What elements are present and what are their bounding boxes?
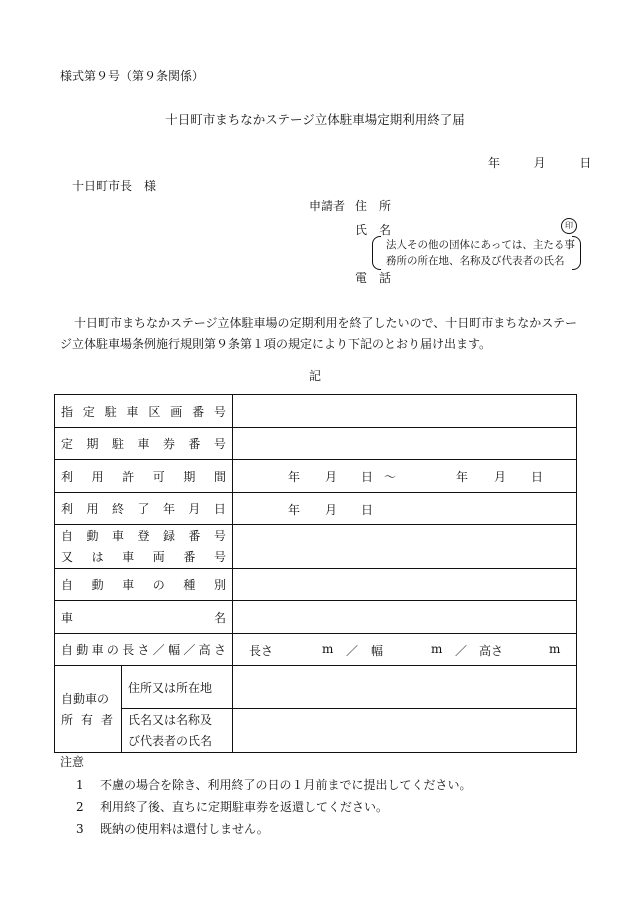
vehicle-name-char-2: 名 — [213, 610, 226, 625]
label-char: 自 — [61, 528, 74, 543]
label-char: 有 — [80, 712, 93, 727]
end-date-year: 年 — [288, 502, 301, 517]
label-char: 区 — [148, 404, 161, 419]
note-item — [76, 776, 472, 793]
label-char: 両 — [152, 549, 165, 564]
owner-label-1: 自動車の — [61, 691, 110, 706]
label-char: 車 — [122, 549, 135, 564]
label-char: 自 — [61, 643, 74, 657]
label-char: ／ — [152, 643, 165, 657]
body-paragraph: 十日町市まちなかステージ立体駐車場の定期利用を終了したいので、十日町市まちなかステージ立体駐車場条例施行規則第９条第１項の規定により下記のとおり届け出ます。 — [60, 316, 578, 351]
period-start-day: 日 — [361, 470, 374, 484]
label-char: の — [152, 578, 165, 592]
form-table — [54, 394, 577, 753]
period-end-day: 日 — [531, 470, 544, 484]
applicant-label: 申請者 — [309, 199, 346, 213]
date-day: 日 — [579, 156, 592, 170]
height-label: 高さ — [479, 643, 504, 658]
label-char: 用 — [86, 502, 99, 516]
period-tilde: ～ — [384, 470, 397, 484]
dim-slash-1: ／ — [346, 643, 359, 658]
label-char: 利 — [61, 502, 74, 516]
label-char: 号 — [213, 528, 226, 543]
row-label-end-date — [61, 500, 226, 517]
table-row — [55, 666, 577, 709]
document-title: 十日町市まちなかステージ立体駐車場定期利用終了届 — [165, 112, 465, 127]
corporate-note-line1: 法人その他の団体にあっては、主たる事 — [386, 239, 575, 251]
label-char: 号 — [213, 437, 226, 451]
label-char: 車 — [122, 578, 135, 592]
label-char: 動 — [91, 578, 104, 592]
label-char: 駐 — [111, 437, 124, 451]
owner-name-label-2: び代表者の氏名 — [128, 733, 213, 748]
length-label: 長さ — [249, 643, 274, 658]
label-cell — [55, 569, 233, 601]
label-cell — [55, 493, 233, 525]
table-row — [55, 601, 577, 634]
row-label-registration-1 — [61, 526, 226, 547]
row-label-registration-2 — [61, 547, 226, 568]
row-label-ticket-number — [61, 435, 226, 452]
vehicle-type-field[interactable] — [233, 569, 577, 601]
dim-slash-2: ／ — [455, 643, 468, 658]
owner-name-label-cell — [122, 709, 233, 753]
dimensions-field[interactable] — [233, 634, 577, 666]
permit-period-field[interactable] — [233, 460, 577, 493]
end-date-month: 月 — [325, 502, 338, 517]
label-cell — [55, 525, 233, 569]
label-char: 番 — [188, 528, 201, 543]
label-char: 間 — [213, 469, 226, 484]
label-char: 長 — [122, 643, 135, 657]
parking-space-field[interactable] — [233, 395, 577, 428]
label-char: 番 — [183, 549, 196, 564]
row-label-parking-space — [61, 403, 226, 420]
tel-label: 電 話 — [355, 271, 392, 285]
label-char: 別 — [213, 578, 226, 592]
label-char: 車 — [111, 528, 124, 543]
owner-name-field[interactable] — [233, 709, 577, 753]
end-date-field[interactable] — [233, 493, 577, 525]
addressee: 十日町市長 様 — [72, 179, 157, 193]
period-start-month: 月 — [325, 470, 338, 484]
label-char: 所 — [61, 712, 74, 727]
label-cell — [55, 601, 233, 634]
period-end-year: 年 — [456, 470, 469, 484]
date-month: 月 — [533, 156, 546, 170]
label-cell — [55, 634, 233, 666]
owner-label-2 — [61, 710, 113, 731]
seal-mark: 印 — [561, 218, 577, 234]
row-label-vehicle-type — [61, 576, 226, 593]
table-row — [55, 428, 577, 460]
row-label-permit-period — [61, 468, 226, 485]
row-label-dimensions — [61, 641, 226, 658]
name-label: 氏 名 — [355, 223, 392, 237]
label-char: 定 — [82, 404, 95, 419]
registration-number-field[interactable] — [233, 525, 577, 569]
label-char: は — [91, 549, 104, 564]
label-char: 登 — [137, 528, 150, 543]
note-item — [76, 820, 269, 837]
date-year: 年 — [488, 156, 501, 170]
table-row — [55, 493, 577, 525]
width-label: 幅 — [371, 643, 384, 658]
label-cell — [55, 460, 233, 493]
width-unit: m — [431, 641, 443, 656]
note-number: 2 — [76, 800, 84, 814]
label-char: 種 — [183, 578, 196, 592]
note-number: 1 — [76, 778, 84, 792]
label-char: 定 — [61, 437, 74, 451]
label-char: 期 — [183, 469, 196, 484]
corporate-note-line2: 務所の所在地、名称及び代表者の氏名 — [386, 255, 565, 267]
label-char: 者 — [100, 712, 113, 727]
note-bracket-left — [372, 236, 381, 270]
note-text: 利用終了後、直ちに定期駐車券を返還してください。 — [100, 800, 389, 814]
label-char: 月 — [188, 502, 201, 516]
label-char: 幅 — [168, 643, 181, 657]
label-char: ／ — [183, 643, 196, 657]
owner-label-cell — [55, 666, 122, 753]
label-char: 期 — [86, 437, 99, 451]
address-label: 住 所 — [355, 199, 392, 213]
label-char: 終 — [111, 502, 124, 516]
label-char: 画 — [170, 404, 183, 419]
owner-address-label: 住所又は所在地 — [128, 680, 213, 695]
owner-name-label-1: 氏名又は名称及 — [128, 712, 213, 727]
height-unit: m — [549, 641, 561, 656]
ticket-number-field[interactable] — [233, 428, 577, 460]
label-char: 車 — [137, 437, 150, 451]
table-row — [55, 569, 577, 601]
label-char: さ — [137, 643, 150, 657]
vehicle-name-field[interactable] — [233, 601, 577, 634]
label-char: さ — [213, 643, 226, 657]
label-char: 券 — [162, 437, 175, 451]
table-row — [55, 634, 577, 666]
owner-address-field[interactable] — [233, 666, 577, 709]
end-date-day: 日 — [361, 502, 374, 517]
table-row — [55, 460, 577, 493]
label-char: 年 — [162, 502, 175, 516]
note-text: 既納の使用料は還付しません。 — [100, 822, 269, 836]
label-char: の — [106, 643, 119, 657]
label-char: 可 — [152, 469, 165, 484]
label-char: 了 — [137, 502, 150, 516]
label-char: 許 — [122, 469, 135, 484]
label-char: 号 — [213, 549, 226, 564]
label-char: 録 — [162, 528, 175, 543]
label-char: 車 — [126, 404, 139, 419]
row-label-vehicle-name — [61, 609, 226, 626]
notes-heading: 注意 — [60, 755, 85, 769]
label-char: 動 — [76, 643, 89, 657]
label-char: 用 — [91, 469, 104, 484]
label-char: 高 — [198, 643, 211, 657]
label-char: 又 — [61, 549, 74, 564]
label-char: 番 — [188, 437, 201, 451]
table-row — [55, 709, 577, 753]
label-char: 駐 — [104, 404, 117, 419]
label-char: 利 — [61, 469, 74, 484]
form-number: 様式第９号（第９条関係） — [60, 69, 205, 83]
ki-heading: 記 — [308, 369, 321, 383]
label-char: 指 — [61, 404, 74, 419]
note-text: 不慮の場合を除き、利用終了の日の１月前までに提出してください。 — [100, 778, 472, 792]
period-end-month: 月 — [494, 470, 507, 484]
table-row — [55, 525, 577, 569]
label-char: 号 — [213, 404, 226, 419]
label-char: 番 — [192, 404, 205, 419]
table-row — [55, 395, 577, 428]
label-char: 車 — [91, 643, 104, 657]
note-item — [76, 798, 388, 815]
length-unit: m — [322, 641, 334, 656]
label-cell — [55, 395, 233, 428]
label-char: 自 — [61, 578, 74, 592]
vehicle-name-char-1: 車 — [61, 610, 74, 625]
label-cell — [55, 428, 233, 460]
label-char: 動 — [86, 528, 99, 543]
period-start-year: 年 — [288, 470, 301, 484]
owner-address-label-cell — [122, 666, 233, 709]
label-char: 日 — [213, 502, 226, 516]
note-number: 3 — [76, 822, 84, 836]
date-line — [488, 154, 591, 171]
